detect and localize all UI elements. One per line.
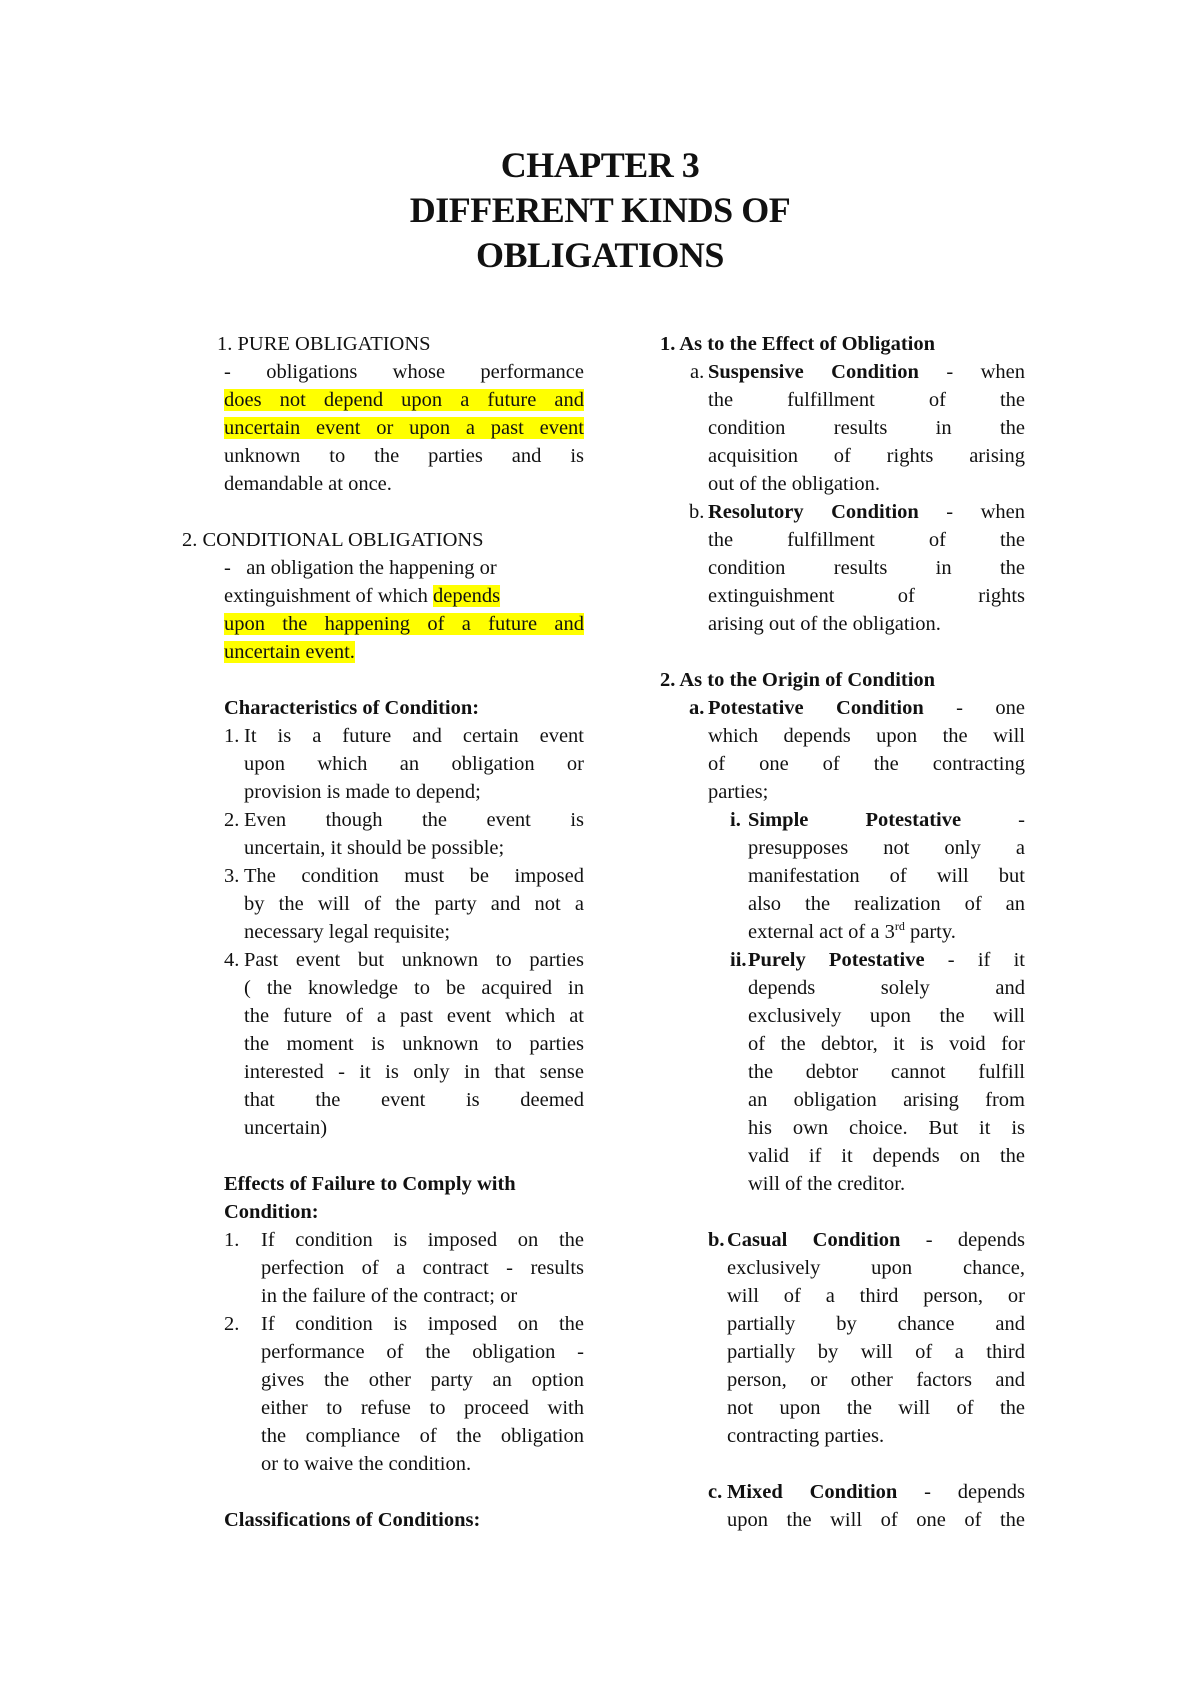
term-dash: - one [923, 697, 1025, 719]
highlighted-text: uncertain event or upon a past event [224, 417, 584, 439]
term-line [660, 358, 1025, 386]
text-line: partially by will of a third [727, 1341, 1025, 1363]
text-line: will of the creditor. [748, 1173, 906, 1195]
text-line: perfection of a contract - results [261, 1257, 584, 1279]
text-line: acquisition of rights arising [708, 445, 1025, 467]
text-segment: party. [904, 921, 956, 943]
list-item [224, 946, 584, 1142]
text-line: demandable at once. [224, 473, 392, 495]
text-line: contracting parties. [727, 1425, 885, 1447]
text-line: The condition must be imposed [244, 865, 584, 887]
text-line: upon the will of one of the [727, 1509, 1025, 1531]
term-first-line [727, 1226, 1025, 1254]
text-line: his own choice. But it is [748, 1117, 1025, 1139]
text-line: performance of the obligation - [261, 1341, 584, 1363]
term-label: a. [689, 697, 705, 719]
term-name: Casual Condition [727, 1229, 901, 1251]
term-name: Resolutory Condition [708, 501, 919, 523]
text-line: or to waive the condition. [261, 1453, 472, 1475]
term-label: i. [730, 809, 741, 831]
list-item [224, 1310, 584, 1478]
text-line: necessary legal requisite; [244, 921, 451, 943]
text-line: by the will of the party and not a [244, 893, 584, 915]
suspensive-condition [660, 358, 1025, 498]
title-line-3: OBLIGATIONS [476, 235, 724, 275]
superscript: rd [894, 919, 905, 934]
list-number: 4. [224, 949, 240, 971]
text-line: upon which an obligation or [244, 753, 584, 775]
list-item [224, 722, 584, 806]
term-name: Mixed Condition [727, 1481, 898, 1503]
highlighted-text: uncertain event. [224, 641, 355, 663]
conditional-obligations-heading: 2. CONDITIONAL OBLIGATIONS [182, 529, 484, 551]
title-line-2: DIFFERENT KINDS OF [409, 190, 791, 230]
text-line: uncertain) [244, 1117, 328, 1139]
highlighted-text: does not depend upon a future and [224, 389, 584, 411]
text-line: also the realization of an [748, 893, 1025, 915]
text-line: in the failure of the contract; or [261, 1285, 518, 1307]
characteristics-list [224, 722, 584, 1142]
text-line: the moment is unknown to parties [244, 1033, 584, 1055]
effect-of-obligation-heading: 1. As to the Effect of Obligation [660, 333, 936, 355]
term-label: a. [690, 361, 705, 383]
text-line: the debtor cannot fulfill [748, 1061, 1025, 1083]
effects-list [224, 1226, 584, 1478]
text-line: - obligations whose performance [224, 361, 584, 383]
term-label: c. [708, 1481, 723, 1503]
resolutory-condition [660, 498, 1025, 638]
text-line: of one of the contracting [708, 753, 1025, 775]
text-line: out of the obligation. [708, 473, 880, 495]
term-line [660, 694, 1025, 722]
text-line: If condition is imposed on the [261, 1313, 584, 1335]
text-line: presupposes not only a [748, 837, 1025, 859]
potestative-condition [660, 694, 1025, 806]
term-dash: - when [918, 501, 1025, 523]
list-number: 2. [224, 1313, 240, 1335]
term-label: ii. [730, 949, 747, 971]
text-line: unknown to the parties and is [224, 445, 584, 467]
text-line: gives the other party an option [261, 1369, 584, 1391]
text-line: the future of a past event which at [244, 1005, 584, 1027]
term-line [660, 1226, 1025, 1254]
term-label: b. [708, 1229, 725, 1251]
text-segment: extinguishment of which [224, 585, 433, 607]
term-label: b. [689, 501, 705, 523]
term-line [660, 1478, 1025, 1506]
text-line: It is a future and certain event [244, 725, 584, 747]
text-line: - an obligation the happening or [224, 557, 497, 579]
term-dash: - depends [897, 1481, 1025, 1503]
text-line: condition results in the [708, 417, 1025, 439]
text-line: partially by chance and [727, 1313, 1025, 1335]
text-line: Even though the event is [244, 809, 584, 831]
text-segment: external act of a 3 [748, 921, 895, 943]
term-first-line [708, 694, 1025, 722]
simple-potestative [660, 806, 1025, 946]
list-number: 3. [224, 865, 240, 887]
term-dash: - depends [900, 1229, 1025, 1251]
page-title [0, 143, 1200, 278]
text-line: exclusively upon the will [748, 1005, 1025, 1027]
text-line [660, 918, 1025, 946]
text-line: not upon the will of the [727, 1397, 1025, 1419]
characteristics-heading: Characteristics of Condition: [224, 697, 480, 719]
term-dash: - when [918, 361, 1025, 383]
mixed-condition [660, 1478, 1025, 1534]
casual-condition [660, 1226, 1025, 1450]
list-item [224, 862, 584, 946]
text-line: the fulfillment of the [708, 529, 1025, 551]
term-first-line [748, 806, 1025, 834]
term-name: Purely Potestative [748, 949, 925, 971]
title-line-1: CHAPTER 3 [500, 145, 700, 185]
list-number: 1. [224, 1229, 240, 1251]
text-line: provision is made to depend; [244, 781, 481, 803]
term-line [660, 946, 1025, 974]
term-line [660, 806, 1025, 834]
text-line: arising out of the obligation. [708, 613, 941, 635]
list-number: 2. [224, 809, 240, 831]
highlighted-text: upon the happening of a future and [224, 613, 584, 635]
text-line: that the event is deemed [244, 1089, 584, 1111]
effects-heading-line-1: Effects of Failure to Comply with [224, 1173, 516, 1195]
effects-heading-line-2: Condition: [224, 1201, 319, 1223]
text-line: either to refuse to proceed with [261, 1397, 584, 1419]
text-line: condition results in the [708, 557, 1025, 579]
text-line: manifestation of will but [748, 865, 1025, 887]
text-line: uncertain, it should be possible; [244, 837, 505, 859]
classifications-heading: Classifications of Conditions: [224, 1509, 481, 1531]
term-first-line [748, 946, 1025, 974]
term-line [660, 498, 1025, 526]
text-line: will of a third person, or [727, 1285, 1025, 1307]
purely-potestative [660, 946, 1025, 1198]
text-line: of the debtor, it is void for [748, 1033, 1025, 1055]
text-line: the fulfillment of the [708, 389, 1025, 411]
highlighted-text: depends [432, 585, 501, 607]
text-line: person, or other factors and [727, 1369, 1025, 1391]
pure-obligations-definition [182, 358, 584, 498]
term-first-line [727, 1478, 1025, 1506]
term-name: Suspensive Condition [708, 361, 919, 383]
text-line: valid if it depends on the [748, 1145, 1025, 1167]
origin-of-condition-heading: 2. As to the Origin of Condition [660, 669, 936, 691]
list-item [224, 806, 584, 862]
text-line: which depends upon the will [708, 725, 1025, 747]
text-line: an obligation arising from [748, 1089, 1025, 1111]
list-number: 1. [224, 725, 240, 747]
term-first-line [708, 358, 1025, 386]
text-line: depends solely and [748, 977, 1025, 999]
term-name: Potestative Condition [708, 697, 924, 719]
left-column [182, 330, 584, 1534]
text-line: ( the knowledge to be acquired in [244, 977, 584, 999]
conditional-obligations-definition [182, 554, 584, 666]
text-line: extinguishment of rights [708, 585, 1025, 607]
term-dash: - [961, 809, 1025, 831]
term-name: Simple Potestative [748, 809, 962, 831]
text-line: exclusively upon chance, [727, 1257, 1025, 1279]
list-item [224, 1226, 584, 1310]
term-first-line [708, 498, 1025, 526]
text-line: parties; [708, 781, 769, 803]
text-line: If condition is imposed on the [261, 1229, 584, 1251]
text-line: Past event but unknown to parties [244, 949, 584, 971]
right-column [660, 330, 1025, 1534]
text-line: the compliance of the obligation [261, 1425, 584, 1447]
term-dash: - if it [924, 949, 1025, 971]
text-line: interested - it is only in that sense [244, 1061, 584, 1083]
pure-obligations-heading: 1. PURE OBLIGATIONS [217, 333, 431, 355]
